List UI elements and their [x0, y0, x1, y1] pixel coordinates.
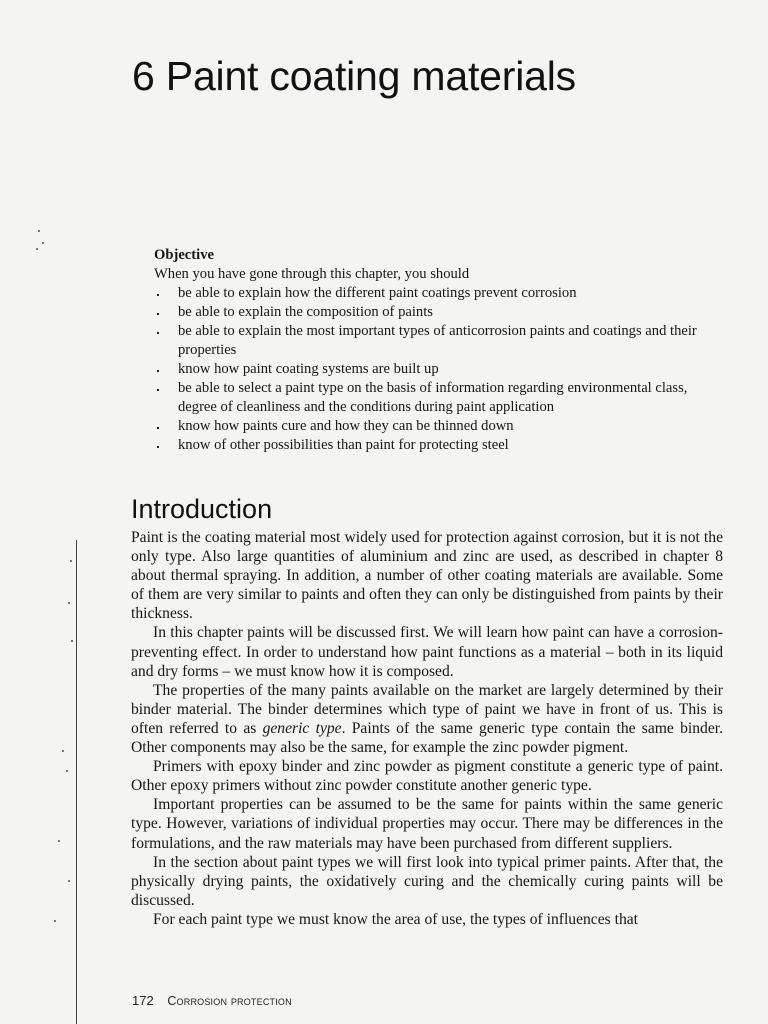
objective-item: be able to select a paint type on the basis of information regarding environmental class, degree of cleanliness and the conditions during paint application — [154, 379, 714, 417]
page-number: 172 — [132, 993, 154, 1008]
paragraph: In this chapter paints will be discussed first. We will learn how paint can have a corrosion-preventing effect. In order to understand how paint functions as a material – both in its liquid and dry forms – we must know how it is composed. — [131, 624, 723, 680]
page-binding-edge — [76, 540, 77, 1024]
scan-specks — [32, 230, 72, 930]
objective-item: know of other possibilities than paint for protecting steel — [154, 436, 714, 455]
paragraph-text: The properties of the many paints available on the market are largely determined by their binder material. The binder determines which type of paint we have in front of us. This is often referred to as — [131, 681, 723, 737]
paragraph: Paint is the coating material most widely used for protection against corrosion, but it is not the only type. Also large quantities of aluminium and zinc are used, as described in chapter 8 about thermal spraying. In addition, a number of other coating materials are available. Some of them are very similar to paints and often they can only be distinguished from paints by their thickness. — [131, 529, 723, 623]
objective-item: be able to explain the composition of paints — [154, 303, 714, 322]
page-footer — [132, 993, 292, 1008]
objective-heading: Objective — [154, 247, 214, 263]
running-title: Corrosion protection — [167, 994, 292, 1008]
objective-intro: When you have gone through this chapter, you should — [154, 266, 470, 282]
generic-type-term: generic type — [262, 719, 342, 737]
paragraph: In the section about paint types we will first look into typical primer paints. After that, the physically drying paints, the oxidatively curing and the chemically curing paints will be discussed. — [131, 853, 723, 909]
introduction-body — [131, 528, 723, 929]
objective-box — [154, 246, 714, 455]
paragraph: Important properties can be assumed to be the same for paints within the same generic type. However, variations of individual properties may occur. There may be differences in the formulations, and the raw materials may have been purchased from different suppliers. — [131, 796, 723, 852]
paragraph: For each paint type we must know the area of use, the types of influences that — [153, 910, 638, 928]
objective-item: be able to explain how the different paint coatings prevent corrosion — [154, 284, 714, 303]
chapter-title: 6 Paint coating materials — [132, 53, 576, 99]
objective-item: be able to explain the most important types of anticorrosion paints and coatings and their properties — [154, 322, 714, 360]
objective-item: know how paint coating systems are built up — [154, 360, 714, 379]
introduction-heading: Introduction — [131, 494, 273, 524]
paragraph — [131, 681, 723, 757]
objective-list — [154, 284, 714, 455]
objective-item: know how paints cure and how they can be thinned down — [154, 417, 714, 436]
paragraph: Primers with epoxy binder and zinc powder as pigment constitute a generic type of paint. Other epoxy primers without zinc powder constitute another generic type. — [131, 758, 723, 795]
paragraph-text: . Paints of the same generic type contain the same binder. Other components may also be the same, for example the zinc powder pigment. — [131, 719, 723, 757]
